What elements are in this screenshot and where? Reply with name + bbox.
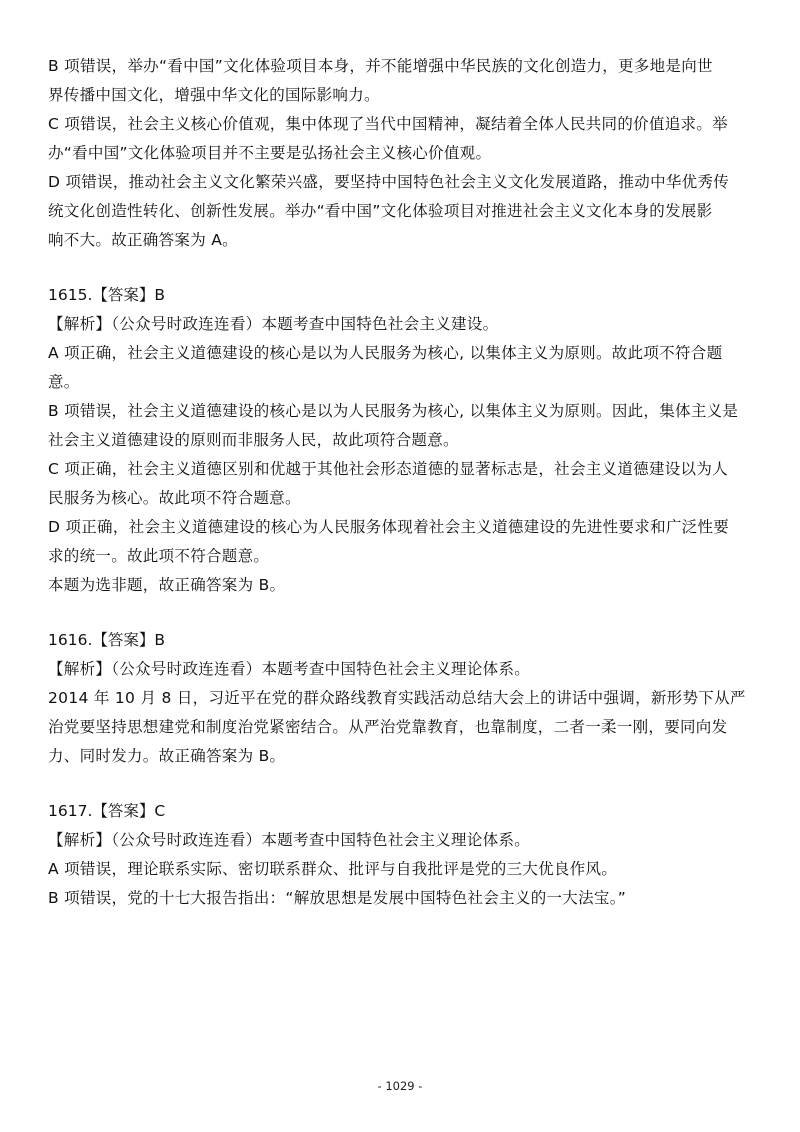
text-line: 本题为选非题，故正确答案为 B。 (48, 576, 286, 594)
page-number: - 1029 - (377, 1079, 423, 1093)
question-heading: 1616.【答案】B (48, 631, 166, 649)
text-line: 力、同时发力。故正确答案为 B。 (48, 747, 286, 765)
question-1615 (48, 281, 764, 600)
text-line: 2014 年 10 月 8 日，习近平在党的群众路线教育实践活动总结大会上的讲话中强调，新形势下从严 (48, 689, 746, 707)
text-line: 社会主义道德建设的原则而非服务人民，故此项符合题意。 (48, 431, 459, 449)
text-line: 治党要坚持思想建党和制度治党紧密结合。从严治党靠教育，也靠制度，二者一柔一刚，要同向发 (48, 718, 728, 736)
text-line: A 项错误，理论联系实际、密切联系群众、批评与自我批评是党的三大优良作风。 (48, 860, 618, 878)
text-line: 统文化创造性转化、创新性发展。举办“看中国”文化体验项目对推进社会主义文化本身的发展影 (48, 202, 713, 220)
question-1616 (48, 626, 764, 771)
text-line: 意。 (48, 373, 80, 391)
question-heading: 1617.【答案】C (48, 802, 166, 820)
text-line: 求的统一。故此项不符合题意。 (48, 547, 270, 565)
text-line: B 项错误，党的十七大报告指出：“解放思想是发展中国特色社会主义的一大法宝。” (48, 889, 627, 907)
previous-answer-section (48, 52, 764, 255)
text-line: A 项正确，社会主义道德建设的核心是以为人民服务为核心, 以集体主义为原则。故此项不符合题 (48, 344, 723, 362)
section-gap (48, 771, 764, 797)
text-line: C 项正确，社会主义道德区别和优越于其他社会形态道德的显著标志是，社会主义道德建设以为人 (48, 460, 728, 478)
text-line: B 项错误，社会主义道德建设的核心是以为人民服务为核心, 以集体主义为原则。因此，集体主义是 (48, 402, 739, 420)
question-heading: 1615.【答案】B (48, 286, 166, 304)
text-line: 【解析】（公众号时政连连看）本题考查中国特色社会主义理论体系。 (48, 831, 531, 849)
text-line: 响不大。故正确答案为 A。 (48, 231, 238, 249)
text-line: 民服务为核心。故此项不符合题意。 (48, 489, 301, 507)
text-line: B 项错误，举办“看中国”文化体验项目本身，并不能增强中华民族的文化创造力，更多地是向世 (48, 57, 713, 75)
text-line: C 项错误，社会主义核心价值观，集中体现了当代中国精神，凝结着全体人民共同的价值追求。举 (48, 115, 728, 133)
document-body (48, 52, 764, 913)
section-gap (48, 600, 764, 626)
text-line: 【解析】（公众号时政连连看）本题考查中国特色社会主义理论体系。 (48, 660, 531, 678)
text-line: 界传播中国文化，增强中华文化的国际影响力。 (48, 86, 380, 104)
question-1617 (48, 797, 764, 913)
text-line: 【解析】（公众号时政连连看）本题考查中国特色社会主义建设。 (48, 315, 499, 333)
text-line: 办“看中国”文化体验项目并不主要是弘扬社会主义核心价值观。 (48, 144, 492, 162)
text-line: D 项错误，推动社会主义文化繁荣兴盛，要坚持中国特色社会主义文化发展道路，推动中华优秀传 (48, 173, 730, 191)
text-line: D 项正确，社会主义道德建设的核心为人民服务体现着社会主义道德建设的先进性要求和广泛性要 (48, 518, 730, 536)
section-gap (48, 255, 764, 281)
